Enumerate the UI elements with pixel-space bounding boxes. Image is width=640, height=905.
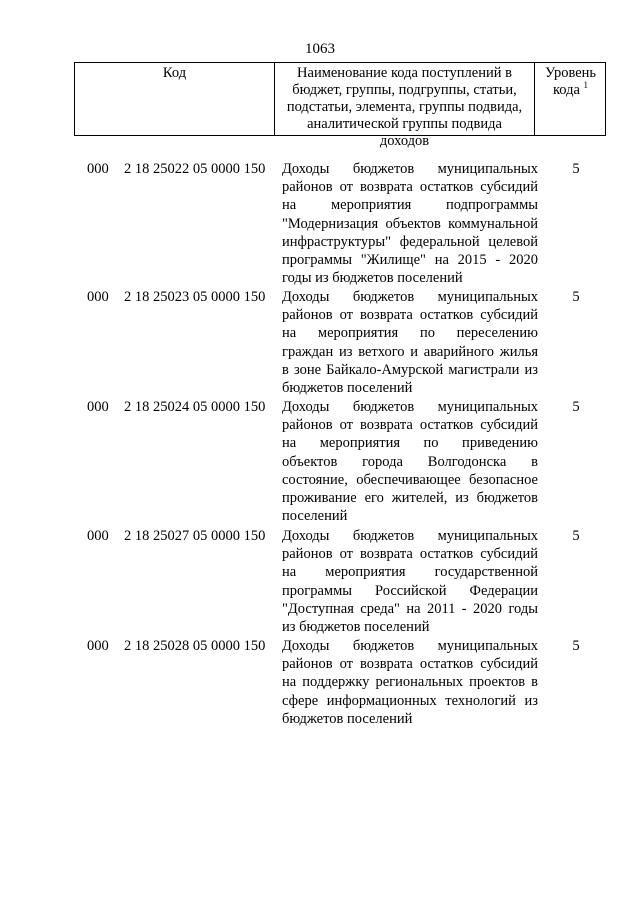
name-line: бюджетов поселений <box>282 380 413 397</box>
name-line: граждан из ветхого и аварийного жилья <box>282 343 538 360</box>
name-line: районов от возврата остатков субсидий <box>282 546 538 563</box>
name-line: программы "Жилище" на 2015 - 2020 <box>282 252 538 269</box>
name-line: Доходы бюджетов муниципальных <box>282 289 538 305</box>
name-line: поселений <box>282 508 348 525</box>
header-level-line: Уровень <box>544 65 597 81</box>
name-line: в зоне Байкало-Амурской магистрали из <box>282 361 538 378</box>
name-line: "Доступная среда" на 2011 - 2020 годы <box>282 600 538 617</box>
table-header <box>74 62 606 149</box>
name-line: на мероприятия государственной <box>282 564 538 581</box>
name-line: районов от возврата остатков субсидий <box>282 307 538 324</box>
name-line: на поддержку региональных проектов в <box>282 674 538 691</box>
revenue-name <box>282 288 538 397</box>
admin-code: 000 <box>87 399 109 415</box>
name-line: на мероприятия подпрограммы <box>282 197 538 214</box>
admin-code: 000 <box>87 528 109 544</box>
budget-code: 2 18 25024 05 0000 150 <box>124 399 266 415</box>
name-line: Доходы бюджетов муниципальных <box>282 399 538 415</box>
name-line: бюджетов поселений <box>282 710 413 727</box>
name-line: Доходы бюджетов муниципальных <box>282 528 538 544</box>
header-level-line <box>535 82 606 99</box>
code-level: 5 <box>572 399 580 415</box>
revenue-name <box>282 527 538 636</box>
budget-code: 2 18 25027 05 0000 150 <box>124 528 266 544</box>
name-line: на мероприятия по приведению <box>282 435 538 452</box>
name-line: "Модернизация объектов коммунальной <box>282 215 538 232</box>
name-line: сфере информационных технологий из <box>282 692 538 709</box>
admin-code: 000 <box>87 161 109 177</box>
header-name-line: подстатьи, элемента, группы подвида, <box>286 99 523 115</box>
name-line: на мероприятия по переселению <box>282 325 538 342</box>
name-line: проживание его жителей, из бюджетов <box>282 490 538 507</box>
name-line: объектов города Волгодонска в <box>282 453 538 470</box>
revenue-name <box>282 398 538 525</box>
header-code: Код <box>75 63 275 135</box>
name-line: районов от возврата остатков субсидий <box>282 417 538 434</box>
header-name <box>275 63 535 149</box>
header-name-line: аналитической группы подвида доходов <box>307 116 502 149</box>
revenue-name <box>282 637 538 728</box>
code-level: 5 <box>572 528 580 544</box>
name-line: Доходы бюджетов муниципальных <box>282 161 538 177</box>
code-level: 5 <box>572 289 580 305</box>
admin-code: 000 <box>87 289 109 305</box>
name-line: состояние, обеспечивающее безопасное <box>282 471 538 488</box>
page-number: 1063 <box>305 41 335 57</box>
header-level <box>535 63 606 135</box>
name-line: программы Российской Федерации <box>282 582 538 599</box>
header-name-line: Наименование кода поступлений в <box>297 65 512 81</box>
name-line: районов от возврата остатков субсидий <box>282 179 538 196</box>
name-line: из бюджетов поселений <box>282 619 430 636</box>
header-level-footnote: 1 <box>583 80 589 90</box>
code-level: 5 <box>572 161 580 177</box>
name-line: районов от возврата остатков субсидий <box>282 656 538 673</box>
budget-code: 2 18 25022 05 0000 150 <box>124 161 266 177</box>
budget-code: 2 18 25028 05 0000 150 <box>124 638 266 654</box>
revenue-name <box>282 160 538 287</box>
name-line: инфраструктуры" федеральной целевой <box>282 233 538 250</box>
name-line: годы из бюджетов поселений <box>282 270 463 287</box>
code-level: 5 <box>572 638 580 654</box>
header-name-line: бюджет, группы, подгруппы, статьи, <box>292 82 517 98</box>
budget-code: 2 18 25023 05 0000 150 <box>124 289 266 305</box>
name-line: Доходы бюджетов муниципальных <box>282 638 538 654</box>
header-level-word: кода <box>552 82 580 98</box>
admin-code: 000 <box>87 638 109 654</box>
